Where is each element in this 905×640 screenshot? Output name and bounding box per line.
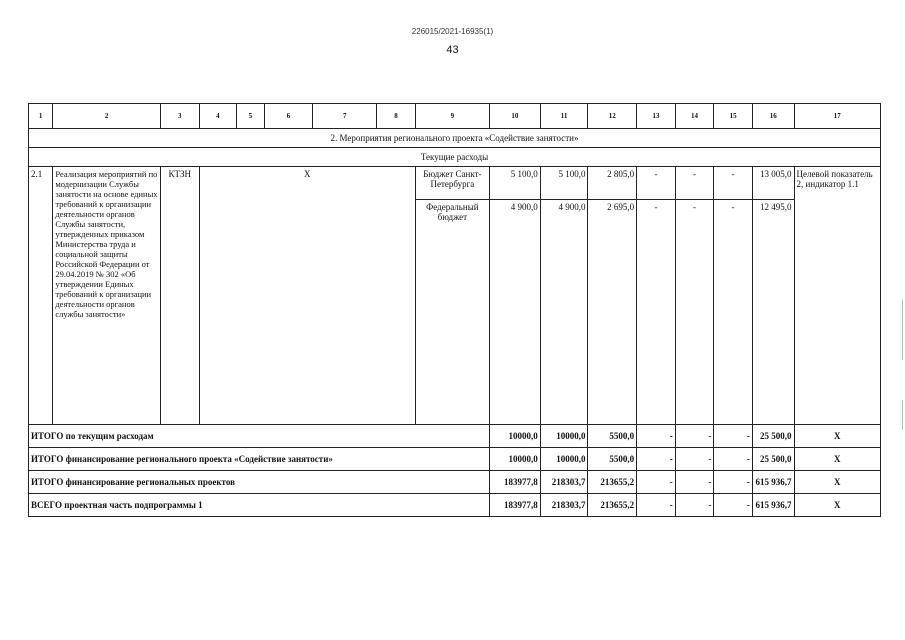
total-value: - bbox=[637, 425, 676, 448]
activity-name: Реализация мероприятий по модернизации Службы занятости на основе единых требований к организации деятельности органов Службы занятости, утвержденных приказом Министерства труда и социальной защиты Российской Федерации от 29.04.2019 № 302 «Об утверждении Единых требований к организации деятельности органов службы занятости» bbox=[53, 167, 161, 425]
subsection-title: Текущие расходы bbox=[29, 148, 881, 167]
col-header: 4 bbox=[199, 104, 237, 129]
col-header: 13 bbox=[637, 104, 676, 129]
total-value: 615 936,7 bbox=[752, 471, 794, 494]
document-registration-number: 226015/2021-16935(1) bbox=[411, 27, 494, 36]
total-value: - bbox=[675, 471, 714, 494]
total-value: 10000,0 bbox=[489, 425, 540, 448]
total-value: 615 936,7 bbox=[752, 494, 794, 517]
total-value: 218303,7 bbox=[540, 494, 588, 517]
value-cell: 4 900,0 bbox=[540, 200, 588, 425]
col-header: 11 bbox=[540, 104, 588, 129]
table-row bbox=[29, 167, 881, 200]
total-value: 183977,8 bbox=[489, 494, 540, 517]
total-value: - bbox=[637, 494, 676, 517]
total-value: 218303,7 bbox=[540, 471, 588, 494]
funding-source: Федеральный бюджет bbox=[415, 200, 489, 425]
total-label: ИТОГО финансирование регионального проекта «Содействие занятости» bbox=[29, 448, 490, 471]
total-row bbox=[29, 471, 881, 494]
total-row bbox=[29, 425, 881, 448]
subsection-title-row bbox=[29, 148, 881, 167]
total-label: ВСЕГО проектная часть подпрограммы 1 bbox=[29, 494, 490, 517]
col-header: 12 bbox=[588, 104, 637, 129]
total-mark: Х bbox=[794, 448, 880, 471]
total-value: - bbox=[714, 448, 753, 471]
total-value: 213655,2 bbox=[588, 494, 637, 517]
total-value: 25 500,0 bbox=[752, 448, 794, 471]
total-value: 25 500,0 bbox=[752, 425, 794, 448]
section-title-row bbox=[29, 129, 881, 148]
budget-table bbox=[28, 103, 881, 517]
col-header: 6 bbox=[264, 104, 313, 129]
page-number: 43 bbox=[446, 44, 459, 56]
scan-edge-mark bbox=[902, 300, 903, 360]
mark-x: Х bbox=[199, 167, 415, 425]
col-header: 5 bbox=[237, 104, 264, 129]
row-number: 2.1 bbox=[29, 167, 53, 425]
total-value: - bbox=[675, 448, 714, 471]
value-cell: - bbox=[675, 200, 714, 425]
value-cell: 5 100,0 bbox=[489, 167, 540, 200]
total-value: - bbox=[714, 425, 753, 448]
total-value: 5500,0 bbox=[588, 425, 637, 448]
total-row bbox=[29, 448, 881, 471]
value-cell: - bbox=[637, 200, 676, 425]
value-cell: 4 900,0 bbox=[489, 200, 540, 425]
total-value: 183977,8 bbox=[489, 471, 540, 494]
section-title: 2. Мероприятия регионального проекта «Содействие занятости» bbox=[29, 129, 881, 148]
total-value: - bbox=[637, 471, 676, 494]
total-mark: Х bbox=[794, 494, 880, 517]
total-value: 5500,0 bbox=[588, 448, 637, 471]
col-header: 7 bbox=[313, 104, 377, 129]
col-header: 2 bbox=[53, 104, 161, 129]
total-mark: Х bbox=[794, 425, 880, 448]
total-value: - bbox=[675, 494, 714, 517]
col-header: 9 bbox=[415, 104, 489, 129]
value-cell: - bbox=[675, 167, 714, 200]
value-cell: - bbox=[714, 200, 753, 425]
total-value: - bbox=[714, 471, 753, 494]
total-row bbox=[29, 494, 881, 517]
col-header: 16 bbox=[752, 104, 794, 129]
scan-edge-mark bbox=[902, 400, 903, 430]
col-header: 1 bbox=[29, 104, 53, 129]
col-header: 14 bbox=[675, 104, 714, 129]
funding-source: Бюджет Санкт-Петербурга bbox=[415, 167, 489, 200]
col-header: 3 bbox=[161, 104, 200, 129]
col-header: 17 bbox=[794, 104, 880, 129]
value-cell: 5 100,0 bbox=[540, 167, 588, 200]
total-value: - bbox=[637, 448, 676, 471]
total-value: 10000,0 bbox=[540, 448, 588, 471]
value-cell: 13 005,0 bbox=[752, 167, 794, 200]
value-cell: 2 695,0 bbox=[588, 200, 637, 425]
col-header: 10 bbox=[489, 104, 540, 129]
total-value: 10000,0 bbox=[540, 425, 588, 448]
total-value: - bbox=[714, 494, 753, 517]
indicator: Целевой показатель 2, индикатор 1.1 bbox=[794, 167, 880, 425]
value-cell: - bbox=[637, 167, 676, 200]
column-number-row bbox=[29, 104, 881, 129]
total-label: ИТОГО по текущим расходам bbox=[29, 425, 490, 448]
total-value: 213655,2 bbox=[588, 471, 637, 494]
value-cell: 2 805,0 bbox=[588, 167, 637, 200]
total-value: - bbox=[675, 425, 714, 448]
total-label: ИТОГО финансирование региональных проектов bbox=[29, 471, 490, 494]
value-cell: - bbox=[714, 167, 753, 200]
total-mark: Х bbox=[794, 471, 880, 494]
total-value: 10000,0 bbox=[489, 448, 540, 471]
col-header: 15 bbox=[714, 104, 753, 129]
value-cell: 12 495,0 bbox=[752, 200, 794, 425]
col-header: 8 bbox=[377, 104, 416, 129]
executor: КТЗН bbox=[161, 167, 200, 425]
